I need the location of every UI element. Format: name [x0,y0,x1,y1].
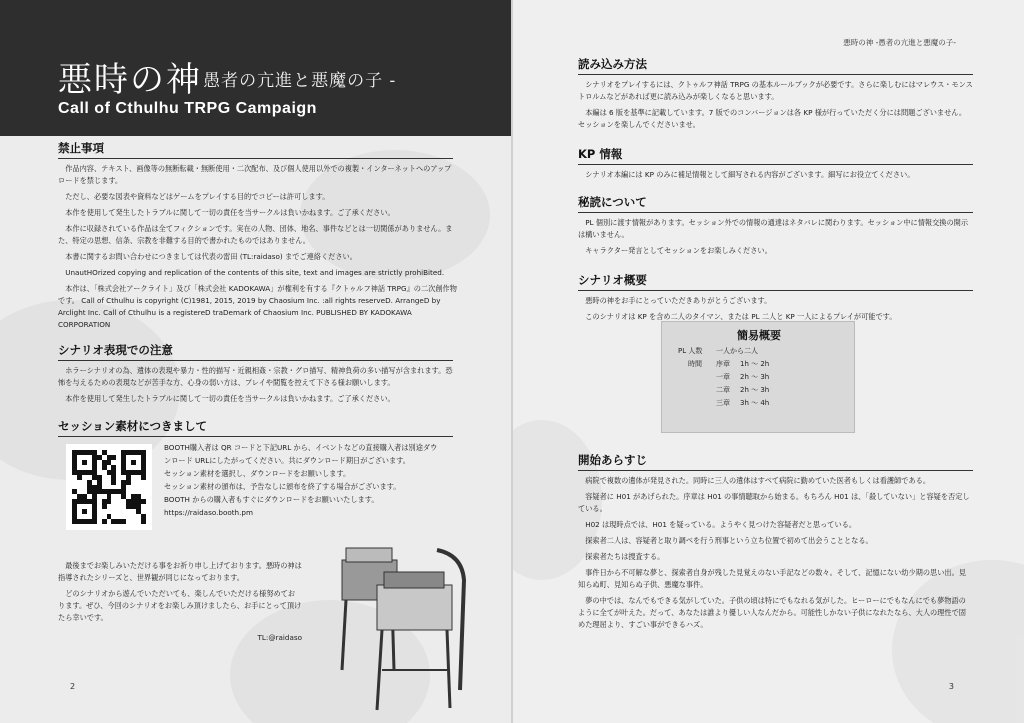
paragraph: キャラクター発言としてセッションをお楽しみください。 [585,246,772,255]
english-title: Call of Cthulhu TRPG Campaign [58,100,317,117]
paragraph: 本作に収録されている作品は全てフィクションです。実在の人物、団体、地名、事件などとは一切関係がありません。また、特定の思想、信条、宗教を非難する目的で書かれたものではありません。 [58,224,453,245]
paragraph: H02 は現時点では、H01 を疑っている。ようやく見つけた容疑者だと思っている。 [585,520,857,529]
section-heading: 秘読について [578,194,973,213]
qr-module [141,519,146,524]
page-number: 3 [948,682,954,691]
right-page [512,0,1024,723]
paragraph: 事件日から不可解な夢と、探索者自身が残した見覚えのない手記などの数々。そして、記憶にない幼少期の思い出。見知らぬ町、見知らぬ子供、悪魔な事件。 [578,568,966,589]
title-band [0,0,512,136]
prohibited-section [58,140,458,331]
book-title: 悪時の神 [58,60,202,100]
paragraph: 探索者たちは捜査する。 [585,552,665,561]
section-heading: シナリオ表現での注意 [58,342,453,361]
paragraph: 最後までお楽しみいただける事をお祈り申し上げております。悪時の神は指導されたシリーズと、世界観が同じになっております。 [58,561,302,582]
paragraph: ただし、必要な図表や資料などはゲームをプレイする目的でコピーは許可します。 [65,192,330,201]
paragraph: 本作を使用して発生したトラブルに関して一切の責任を当サークルは負いかねます。ご了承ください。 [65,208,395,217]
paragraph: どのシナリオから遊んでいただいても、楽しんでいただける様努めております。ぜひ、今回のシナリオをお楽しみ頂けましたら、お手にとって頂けたら幸いです。 [58,589,302,622]
paragraph: 悪時の神をお手にとっていただきありがとうございます。 [585,296,772,305]
materials-text [164,441,464,519]
paragraph: 本作を使用して発生したトラブルに関して一切の責任を当サークルは負いかねます。ご了承ください。 [65,394,395,403]
how-to-read-section [578,56,973,131]
section-heading: シナリオ概要 [578,272,973,291]
chapter-label: 三章 [716,399,730,407]
paragraph: 作品内容、テキスト、画像等の無断転載・無断使用・二次配布、及び個人使用以外での複製・インターネットへのアップロードを禁じます。 [58,164,452,185]
closing-section [58,556,302,644]
time-label: 時間 [688,360,702,368]
chairs-illustration [332,540,482,715]
summary-title: 簡易概要 [737,329,781,342]
paragraph: 本編は 6 版を基準に記載しています。7 版でのコンバージョンは各 KP 様が行っていただく分には問題ございません。セッションを楽しんでくださいませ。 [578,108,967,129]
booth-url-link[interactable]: https://raidaso.booth.pm [164,508,253,517]
section-heading: 開始あらすじ [578,452,973,471]
section-heading: 読み込み方法 [578,56,973,75]
chapter-label: 一章 [716,373,730,381]
qr-pattern [72,450,146,524]
materials-section [58,418,458,437]
section-heading: KP 情報 [578,146,973,165]
running-header: 悪時の神 -愚者の亢進と悪魔の子- [843,38,956,47]
book-subtitle: - 愚者の亢進と悪魔の子 - [190,71,397,91]
paragraph: 容疑者に H01 があげられた。序章は H01 の事情聴取から始まる。もちろん H01 は、「殺していない」と容疑を否定している。 [578,492,970,513]
chapter-label: 二章 [716,386,730,394]
chapter-time: 1h ～ 2h [740,360,770,368]
overview-section [578,272,973,323]
qr-code[interactable] [66,444,152,530]
secret-section [578,194,973,257]
kp-info-section [578,146,973,181]
paragraph: シナリオをプレイするには、クトゥルフ神話 TRPG の基本ルールブックが必要です。さらに楽しむにはマレウス・モンストロルムなどがあれば更に読み込みが楽しくなると思います。 [578,80,973,101]
signature: TL:@raidaso [257,633,302,642]
paragraph: 病院で複数の遺体が発見された。同時に三人の遺体はすべて病院に勤めていた医者もしくは看護師である。 [585,476,931,485]
chapter-time: 2h ～ 3h [740,386,770,394]
section-heading: 禁止事項 [58,140,453,159]
pl-label: PL 人数 [678,347,703,355]
paragraph: 本書に関するお問い合わせにつきましては代表の雷田 (TL:raidaso) までご連絡ください。 [65,252,357,261]
paragraph: 夢の中では、なんでもできる気がしていた。子供の頃は特にでもなれる気がした。ヒーローにでもなんにでも夢物語のように全てが叶えた。だって、あなたは誰より優しい人なんだから。可能性しかない子供になれたなら、大人の理性で固めた理屈より、すごい事ができるハズ。 [578,596,966,629]
gutter [511,0,513,723]
summary-box [661,321,855,433]
materials-line: セッション素材を選択し、ダウンロードをお願いします。 [164,469,351,478]
paragraph: シナリオ本編には KP のみに補足情報として細写される内容がございます。細写にお役立てください。 [585,170,915,179]
paragraph: 探索者二人は、容疑者と取り調べを行う刑事という立ち位置で初めて出会うこととなる。 [585,536,873,545]
expression-section [58,342,458,405]
page-number: 2 [70,682,76,691]
materials-line: BOOTH購入者は QR コードと下記URL から、イベントなどの直接購入者は別途ダウ [164,443,438,452]
section-heading: セッション素材につきまして [58,418,453,437]
pl-value: 一人から二人 [716,347,758,355]
chapter-time: 2h ～ 3h [740,373,770,381]
materials-line: ンロード URLにしたがってください。共にダウンロード期日がございます。 [164,456,410,465]
paragraph: 本作は、「株式会社アークライト」及び「株式会社 KADOKAWA」が権利を有する『クトゥルフ神話 TRPG』の二次創作物です。 Call of Cthulhu is copyright (C)1981, 2015, 2019 by Chaosium Inc. :all rights reserveD. ArrangeD by Arclight Inc. Call of Cthulhu is a registereD traDemark of Chaosium Inc. PUBLISHED BY KADOKAWA CORPORATION [58,284,457,329]
chapter-label: 序章 [716,360,730,368]
paragraph: ホラーシナリオの為、遺体の表現や暴力・性的描写・近親相姦・宗教・グロ描写、精神負荷の多い描写が含まれます。恐怖を与えるための表現などが苦手な方、心身の弱い方は、プレイや閲覧を控えて下さる様お願いします。 [58,366,453,387]
paragraph: このシナリオは KP を含め二人のタイマン、または PL 二人と KP 一人によるプレイが可能です。 [585,312,897,321]
materials-line: セッション素材の頒布は、予告なしに頒布を終了する場合がございます。 [164,482,401,491]
chapter-time: 3h ～ 4h [740,399,770,407]
materials-line: BOOTH からの購入者もすぐにダウンロードをお願いいたします。 [164,495,379,504]
synopsis-section [578,452,973,631]
paragraph: UnautHOrized copying and replication of the contents of this site, text and images are strictly prohiBited. [65,268,445,277]
paragraph: PL 個別に渡す情報があります。セッション外での情報の通達はネタバレに関わります。セッション中に情報交換の開示は構いません。 [578,218,969,239]
